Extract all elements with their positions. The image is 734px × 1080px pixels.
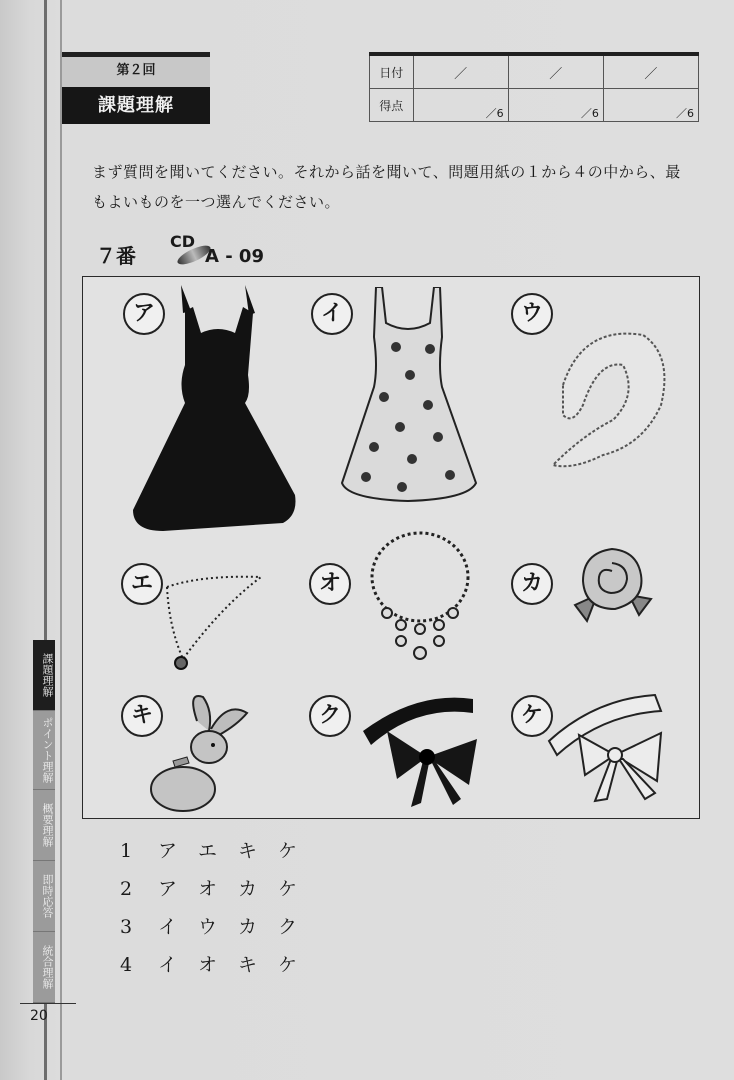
instruction-line: まず質問を聞いてください。それから話を聞いて、問題用紙の１から４の中から、最	[92, 163, 681, 181]
picture-grid	[82, 276, 700, 819]
section-badge	[62, 52, 210, 124]
score-table	[369, 52, 699, 122]
cd-track: A - 09	[205, 246, 264, 267]
rabbit-icon	[147, 691, 257, 819]
option-number: 1	[120, 840, 133, 862]
item-label: ク	[309, 695, 351, 737]
instruction-line: もよいものを一つ選んでください。	[92, 193, 341, 211]
item-label: カ	[511, 563, 553, 605]
answer-option[interactable]: 4 イ オ キ ケ	[120, 946, 318, 984]
answer-option[interactable]: 3 イ ウ カ ク	[120, 908, 318, 946]
option-number: 2	[120, 878, 133, 900]
round-label: 第２回	[62, 52, 210, 87]
score-label: 得点	[370, 89, 414, 122]
item-label: イ	[311, 293, 353, 335]
black-ribbon-icon	[357, 691, 497, 815]
section-title: 課題理解	[62, 87, 210, 124]
section-side-tabs	[33, 640, 55, 1003]
question-number: ７番	[96, 244, 136, 268]
fur-scarf-icon	[543, 325, 673, 479]
answer-option[interactable]: 1 ア エ キ ケ	[120, 832, 318, 870]
score-cell[interactable]: ／6	[508, 89, 603, 122]
page-binding-edge	[60, 0, 62, 1080]
score-cell[interactable]: ／6	[603, 89, 698, 122]
rose-corsage-icon	[567, 545, 657, 629]
cd-label: CD	[170, 232, 196, 251]
option-number: 3	[120, 916, 133, 938]
answer-options	[120, 832, 318, 984]
footer-rule	[20, 1003, 76, 1004]
item-label: ケ	[511, 695, 553, 737]
floral-dress-icon	[338, 287, 478, 511]
black-dress-icon	[123, 285, 313, 539]
white-ribbon-icon	[545, 691, 685, 811]
score-cell[interactable]: ／6	[413, 89, 508, 122]
side-tab[interactable]: 課題理解	[33, 640, 55, 711]
item-label: キ	[121, 695, 163, 737]
beaded-necklace-icon	[365, 529, 475, 669]
item-label: オ	[309, 563, 351, 605]
date-cell[interactable]: ／	[508, 54, 603, 89]
pendant-necklace-icon	[161, 567, 271, 681]
item-label: エ	[121, 563, 163, 605]
item-label: ウ	[511, 293, 553, 335]
side-tab[interactable]: 統合理解	[33, 932, 55, 1003]
side-tab[interactable]: 即時応答	[33, 861, 55, 932]
instruction-text	[92, 157, 702, 217]
option-number: 4	[120, 954, 133, 976]
page-number: 20	[30, 1008, 48, 1024]
date-cell[interactable]: ／	[603, 54, 698, 89]
item-label: ア	[123, 293, 165, 335]
date-cell[interactable]: ／	[413, 54, 508, 89]
date-label: 日付	[370, 54, 414, 89]
answer-option[interactable]: 2 ア オ カ ケ	[120, 870, 318, 908]
side-tab[interactable]: ポイント理解	[33, 711, 55, 790]
side-tab[interactable]: 概要理解	[33, 790, 55, 861]
